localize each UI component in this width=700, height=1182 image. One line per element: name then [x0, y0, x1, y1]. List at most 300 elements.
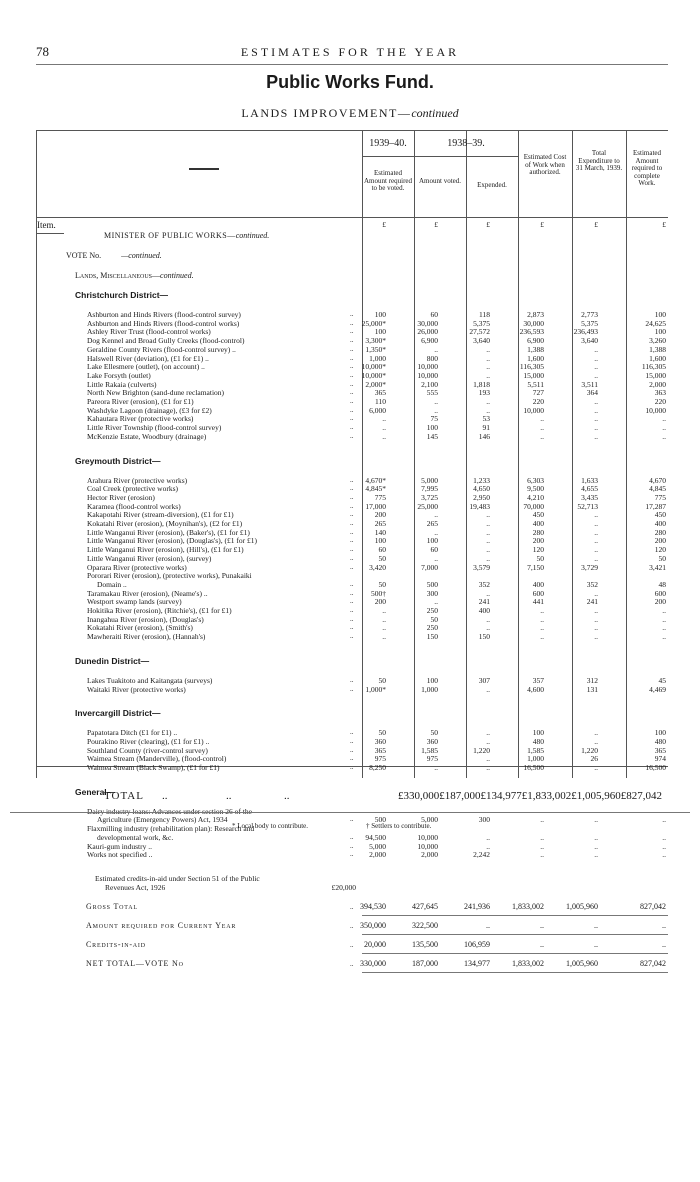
grand-total-value: £330,000 — [398, 790, 440, 802]
value-cell: 48 — [658, 579, 666, 589]
value-cell: 400 — [654, 519, 666, 528]
value-cell: .. — [486, 344, 490, 354]
value-cell: 265 — [426, 519, 438, 528]
table-row — [0, 484, 700, 493]
value-cell: .. — [382, 632, 386, 642]
value-cell: 16,500 — [645, 763, 666, 772]
value-cell: .. — [594, 510, 598, 520]
leader-dots: .. — [350, 388, 354, 397]
value-cell: 365 — [374, 745, 386, 755]
value-cell: .. — [594, 431, 598, 441]
row-description: Taramakau River (erosion), (Neame's) .. — [87, 588, 208, 598]
table-row — [0, 606, 700, 615]
row-description: Lake Ellesmere (outlet), (on account) .. — [87, 362, 205, 372]
leader-dots: .. — [350, 310, 354, 318]
value-cell: 265 — [374, 519, 386, 528]
value-cell: 1,005,960 — [566, 901, 598, 911]
value-cell: .. — [486, 397, 490, 406]
value-cell: .. — [540, 414, 544, 424]
lands-label: Lands, Miscellaneous— — [75, 271, 161, 280]
value-cell: 4,670* — [365, 475, 386, 485]
table-row — [0, 519, 700, 528]
value-cell: 5,375 — [581, 318, 598, 328]
value-cell: 800 — [426, 353, 438, 363]
table-row — [0, 737, 700, 746]
minister-heading — [104, 231, 269, 240]
value-cell: 106,959 — [464, 939, 490, 949]
credits-note-amt: £20,000 — [331, 882, 356, 892]
table-row — [0, 345, 700, 354]
row-description: Westport swamp lands (survey) — [87, 597, 182, 607]
table-row — [0, 632, 700, 641]
value-cell: 131 — [586, 684, 598, 694]
value-cell: .. — [382, 431, 386, 441]
value-cell: 134,977 — [464, 958, 490, 968]
value-cell: 70,000 — [523, 501, 544, 511]
value-cell: 26 — [590, 754, 598, 764]
value-cell: 10,000 — [417, 832, 438, 842]
value-cell: 91 — [482, 423, 490, 433]
value-cell: 50 — [378, 579, 386, 589]
row-description: Coal Creek (protective works) — [87, 484, 179, 494]
year1-label: 1939–40. — [369, 138, 407, 149]
value-cell: .. — [540, 606, 544, 615]
table-row — [0, 423, 700, 432]
grand-total-dots: .. — [162, 790, 168, 802]
value-cell: 50 — [378, 728, 386, 738]
value-cell: 364 — [586, 388, 598, 398]
value-cell: .. — [594, 553, 598, 563]
value-cell: 100 — [532, 728, 544, 738]
value-cell: 250 — [426, 606, 438, 615]
value-cell: 118 — [479, 310, 490, 319]
subtitle-italic: continued — [411, 106, 459, 120]
value-cell: 1,818 — [473, 379, 490, 389]
value-cell: 110 — [375, 397, 386, 406]
row-description: Halswell River (deviation), (£1 for £1) .. — [87, 353, 209, 363]
value-cell: .. — [540, 423, 544, 433]
table-row — [0, 493, 700, 502]
value-cell: .. — [594, 370, 598, 380]
value-cell: .. — [540, 850, 544, 860]
value-cell: .. — [434, 344, 438, 354]
value-cell: .. — [540, 920, 544, 930]
summary-row — [0, 918, 700, 934]
leader-dots: .. — [350, 614, 354, 623]
grand-total-dots: .. — [284, 790, 290, 802]
value-cell: 5,375 — [473, 318, 490, 328]
value-cell: 400 — [532, 519, 544, 528]
value-cell: 2,000 — [421, 850, 438, 860]
value-cell: .. — [486, 728, 490, 738]
value-cell: 10,000* — [361, 362, 386, 372]
value-cell: .. — [486, 510, 490, 520]
value-cell: .. — [434, 763, 438, 772]
value-cell: £ — [540, 220, 544, 229]
value-cell: £ — [382, 220, 386, 229]
value-cell: .. — [486, 841, 490, 851]
value-cell: .. — [662, 606, 666, 615]
credits-note-2: Revenues Act, 1926 — [105, 882, 166, 892]
row-description: Little Wanganui River (erosion), (Baker's), (£1 for £1) — [87, 527, 250, 537]
table-row — [0, 754, 700, 763]
value-cell: .. — [594, 850, 598, 860]
leader-dots: .. — [350, 940, 354, 949]
value-cell: 24,625 — [645, 318, 666, 328]
value-cell: 250 — [426, 623, 438, 633]
section-name: Christchurch District— — [75, 290, 169, 300]
value-cell: 50 — [430, 614, 438, 624]
value-cell: 300 — [426, 588, 438, 598]
value-cell: .. — [382, 623, 386, 633]
value-cell: 365 — [374, 388, 386, 398]
value-cell: 20,000 — [364, 939, 386, 949]
page-number: 78 — [36, 44, 49, 59]
value-cell: .. — [594, 536, 598, 546]
table-row — [0, 842, 700, 851]
value-cell: 450 — [654, 510, 666, 520]
value-cell: 5,511 — [527, 379, 544, 389]
leader-dots: .. — [350, 475, 354, 484]
value-cell: 60 — [430, 545, 438, 555]
year1-underline — [362, 156, 414, 157]
value-cell: 10,000* — [361, 370, 386, 380]
row-description: Lake Forsyth (outlet) — [87, 370, 151, 380]
value-cell: 60 — [378, 545, 386, 555]
value-cell: 187,000 — [412, 958, 438, 968]
value-cell: 120 — [532, 545, 544, 555]
value-cell: 350,000 — [360, 920, 386, 930]
value-cell: 300 — [478, 815, 490, 825]
table-row — [0, 414, 700, 423]
value-cell: 30,000 — [417, 318, 438, 328]
row-description: North New Brighton (sand-dune reclamation) — [87, 388, 225, 398]
value-cell: 10,000 — [417, 370, 438, 380]
row-description: Little Rakaia (culverts) — [87, 379, 157, 389]
value-cell: 775 — [374, 492, 386, 502]
value-cell: .. — [540, 939, 544, 949]
value-cell: 10,000 — [523, 405, 544, 415]
value-cell: 53 — [482, 414, 490, 424]
leader-dots: .. — [350, 606, 354, 614]
table-row — [0, 336, 700, 345]
value-cell: 5,000 — [421, 815, 438, 825]
value-cell: .. — [486, 623, 490, 633]
credits-note-1: Estimated credits-in-aid under Section 51 of the Public — [95, 873, 260, 883]
value-cell: 2,242 — [473, 850, 490, 860]
value-cell: .. — [662, 431, 666, 441]
section-heading — [75, 456, 161, 466]
value-cell: .. — [594, 736, 598, 746]
grand-total-value: £134,977 — [480, 790, 522, 802]
table-row — [0, 510, 700, 519]
value-cell: 4,600 — [527, 684, 544, 694]
table-row — [0, 685, 700, 694]
row-description: Oparara River (protective works) — [87, 562, 187, 572]
value-cell: 100 — [426, 423, 438, 433]
leader-dots: .. — [350, 536, 354, 545]
value-cell: 3,725 — [421, 492, 438, 502]
value-cell: 45 — [658, 675, 666, 685]
value-cell: 352 — [478, 579, 490, 589]
row-description: Kokatahi River (erosion), (Smith's) — [87, 623, 193, 633]
value-cell: 1,005,960 — [566, 958, 598, 968]
value-cell: 827,042 — [640, 958, 666, 968]
leader-dots: .. — [350, 492, 354, 501]
value-cell: 50 — [536, 553, 544, 563]
leader-dots: .. — [350, 397, 354, 405]
value-cell: 363 — [654, 388, 666, 398]
value-cell: .. — [540, 623, 544, 633]
value-cell: 1,000 — [421, 684, 438, 694]
table-row — [0, 476, 700, 485]
value-cell: .. — [434, 597, 438, 607]
value-cell: 1,233 — [473, 475, 490, 485]
table-row — [0, 623, 700, 632]
value-cell: .. — [594, 920, 598, 930]
value-cell: .. — [594, 632, 598, 642]
table-row — [0, 432, 700, 441]
value-cell: 500 — [374, 815, 386, 825]
value-cell: 4,469 — [649, 684, 666, 694]
table-row — [0, 545, 700, 554]
col-head-voted: Amount voted. — [419, 177, 461, 185]
value-cell: 50 — [378, 675, 386, 685]
value-cell: .. — [486, 362, 490, 372]
value-cell: 100 — [654, 310, 666, 319]
page-subtitle — [0, 106, 700, 121]
col-head-required: Estimated Amount required to be voted. — [364, 169, 413, 192]
vote-heading — [66, 251, 162, 260]
value-cell: 3,640 — [473, 336, 490, 346]
grand-total-label: TOTAL — [104, 790, 144, 802]
leader-dots: .. — [350, 959, 354, 968]
row-description: Ashley River Trust (flood-control works) — [87, 327, 211, 337]
leader-dots: .. — [350, 501, 354, 510]
leader-dots: .. — [350, 562, 354, 571]
value-cell: 3,420 — [369, 562, 386, 572]
lands-cont: continued. — [160, 271, 194, 280]
summary-label: NET TOTAL—VOTE No — [86, 958, 184, 968]
row-description: Dairy industry loans: Advances under section 26 of the — [87, 806, 252, 816]
value-cell: 52,713 — [577, 501, 598, 511]
value-cell: 220 — [654, 397, 666, 406]
value-cell: £ — [662, 220, 666, 229]
value-cell: .. — [486, 545, 490, 555]
value-cell: 10,000 — [417, 841, 438, 851]
value-cell: .. — [540, 815, 544, 825]
col-head-total-exp: Total Expenditure to 31 March, 1939. — [575, 149, 623, 172]
summary-rule — [362, 972, 668, 973]
value-cell: .. — [486, 763, 490, 772]
value-cell: .. — [662, 939, 666, 949]
value-cell: 236,593 — [519, 327, 544, 337]
value-cell: .. — [594, 362, 598, 372]
summary-rule — [362, 934, 668, 935]
value-cell: 145 — [426, 431, 438, 441]
leader-dots: .. — [350, 684, 354, 693]
value-cell: .. — [486, 405, 490, 415]
value-cell: 2,000* — [365, 379, 386, 389]
row-description: Ashburton and Hinds Rivers (flood-control survey) — [87, 310, 241, 319]
value-cell: .. — [434, 553, 438, 563]
grand-total-value: £1,833,002 — [521, 790, 572, 802]
value-cell: 1,388 — [649, 344, 666, 354]
row-description: Washdyke Lagoon (drainage), (£3 for £2) — [87, 405, 212, 415]
value-cell: 60 — [430, 310, 438, 319]
item-underline — [36, 233, 64, 234]
value-cell: 307 — [478, 675, 490, 685]
value-cell: .. — [594, 841, 598, 851]
leader-dots: .. — [350, 414, 354, 423]
value-cell: 450 — [532, 510, 544, 520]
section-name: Invercargill District— — [75, 708, 161, 719]
leader-dots: .. — [350, 754, 354, 763]
table-row — [0, 371, 700, 380]
row-description: Little River Township (flood-control survey) — [87, 423, 222, 433]
row-description: Kauri-gum industry .. — [87, 841, 152, 851]
row-description: Lakes Tuakitoto and Kaitangata (surveys) — [87, 675, 213, 685]
value-cell: 6,900 — [421, 336, 438, 346]
leader-dots: .. — [350, 588, 354, 597]
minister-label: MINISTER OF PUBLIC WORKS— — [104, 231, 236, 240]
value-cell: 100 — [426, 675, 438, 685]
table-row — [0, 536, 700, 545]
table-row — [0, 824, 700, 833]
leader-dots: .. — [350, 362, 354, 371]
value-cell: 200 — [654, 597, 666, 607]
table-row — [0, 327, 700, 336]
value-cell: 15,000 — [523, 370, 544, 380]
section-heading — [75, 656, 149, 666]
row-description: Waitaki River (protective works) — [87, 684, 186, 694]
value-cell: 280 — [654, 527, 666, 537]
leader-dots: .. — [350, 405, 354, 414]
vote-cont: —continued. — [121, 251, 162, 260]
value-cell: 7,000 — [421, 562, 438, 572]
value-cell: 827,042 — [640, 901, 666, 911]
leader-dots: .. — [350, 353, 354, 362]
leader-dots: .. — [350, 632, 354, 641]
leader-dots: .. — [350, 553, 354, 562]
value-cell: 94,500 — [365, 832, 386, 842]
row-description: Geraldine County Rivers (flood-control survey) .. — [87, 344, 236, 354]
row-description: Little Wanganui River (erosion), (Hill's), (£1 for £1) — [87, 545, 244, 555]
leader-dots: .. — [350, 344, 354, 353]
grand-total-value: £827,042 — [620, 790, 662, 802]
value-cell: 1,600 — [649, 353, 666, 363]
value-cell: 200 — [532, 536, 544, 546]
total-bottom-rule — [10, 812, 690, 813]
value-cell: .. — [594, 832, 598, 842]
value-cell: 3,421 — [649, 562, 666, 572]
value-cell: .. — [540, 632, 544, 642]
credits-note — [0, 874, 700, 883]
value-cell: 360 — [426, 736, 438, 746]
value-cell: 357 — [532, 675, 544, 685]
value-cell: 26,000 — [417, 327, 438, 337]
value-cell: 400 — [532, 579, 544, 589]
value-cell: .. — [662, 632, 666, 642]
row-description: Karamea (flood-control works) — [87, 501, 181, 511]
leader-dots: .. — [350, 832, 354, 841]
value-cell: 775 — [654, 492, 666, 502]
leader-dots: .. — [350, 579, 354, 588]
table-row — [0, 589, 700, 598]
value-cell: 100 — [374, 327, 386, 337]
value-cell: .. — [486, 832, 490, 842]
value-cell: 312 — [586, 675, 598, 685]
value-cell: 17,000 — [365, 501, 386, 511]
value-cell: 3,260 — [649, 336, 666, 346]
leader-dots: .. — [350, 675, 354, 684]
table-row — [0, 597, 700, 606]
value-cell: .. — [486, 920, 490, 930]
value-cell: 330,000 — [360, 958, 386, 968]
value-cell: .. — [382, 414, 386, 424]
value-cell: 116,305 — [519, 362, 544, 372]
value-cell: .. — [434, 510, 438, 520]
value-cell: 600 — [654, 588, 666, 598]
value-cell: .. — [434, 527, 438, 537]
value-cell: 5,000 — [421, 475, 438, 485]
value-cell: 3,300* — [365, 336, 386, 346]
value-cell: 1,220 — [581, 745, 598, 755]
year2-underline — [414, 156, 518, 157]
row-description: Domain .. — [97, 579, 127, 589]
value-cell: .. — [594, 815, 598, 825]
row-description: Kokatahi River (erosion), (Moynihan's), (£2 for £1) — [87, 519, 243, 528]
value-cell: .. — [486, 684, 490, 694]
value-cell: 3,511 — [581, 379, 598, 389]
value-cell: .. — [594, 614, 598, 624]
value-cell: .. — [486, 754, 490, 764]
grand-total-value: £187,000 — [439, 790, 481, 802]
table-row — [0, 406, 700, 415]
value-cell: .. — [486, 553, 490, 563]
leader-dots: .. — [350, 545, 354, 554]
leader-dots: .. — [350, 841, 354, 850]
head-rule — [36, 64, 668, 65]
leader-dots: .. — [350, 484, 354, 493]
row-description: Works not specified .. — [87, 850, 153, 860]
table-row — [0, 362, 700, 371]
summary-label: Credits-in-aid — [86, 939, 146, 949]
value-cell: 727 — [532, 388, 544, 398]
value-cell: 6,303 — [527, 475, 544, 485]
value-cell: 4,670 — [649, 475, 666, 485]
footnote-local: * Local body to contribute. — [232, 822, 309, 830]
value-cell: 19,483 — [469, 501, 490, 511]
row-description: Waimea Stream (Manderville), (flood-control) — [87, 754, 227, 764]
row-description: Mawheraiti River (erosion), (Hannah's) — [87, 632, 206, 642]
value-cell: 150 — [426, 632, 438, 642]
section-name: Dunedin District— — [75, 655, 150, 666]
value-cell: 10,000 — [417, 362, 438, 372]
value-cell: 100 — [654, 327, 666, 337]
summary-row — [0, 956, 700, 972]
value-cell: 480 — [654, 736, 666, 746]
summary-rule — [362, 953, 668, 954]
leader-dots: .. — [350, 336, 354, 345]
table-row — [0, 615, 700, 624]
leader-dots: .. — [350, 815, 354, 824]
value-cell: .. — [486, 736, 490, 746]
value-cell: .. — [382, 423, 386, 433]
value-cell: .. — [594, 763, 598, 772]
value-cell: .. — [594, 623, 598, 633]
table-row — [0, 319, 700, 328]
